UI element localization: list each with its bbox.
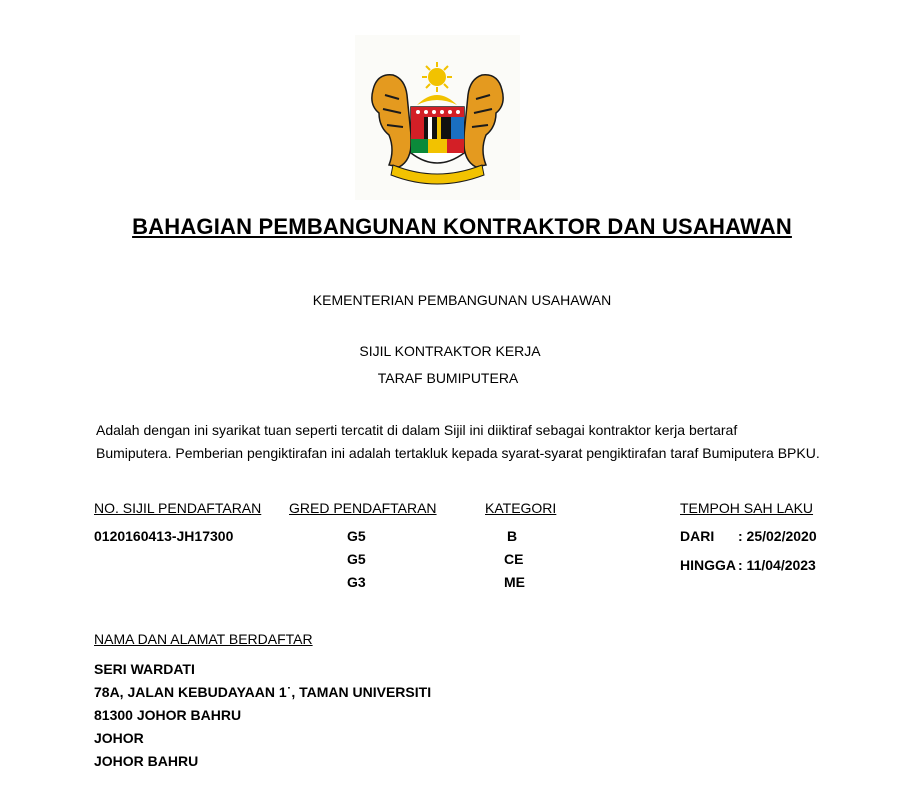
certificate-type: SIJIL KONTRAKTOR KERJA xyxy=(359,343,541,359)
grade-3: G3 xyxy=(347,574,366,590)
address-line: 81300 JOHOR BAHRU xyxy=(94,707,242,723)
recognition-paragraph xyxy=(96,419,896,465)
address-line: JOHOR xyxy=(94,730,144,746)
category-1: B xyxy=(507,528,518,544)
valid-from-label: DARI xyxy=(680,528,715,544)
grade-1: G5 xyxy=(347,528,366,544)
address-line: JOHOR BAHRU xyxy=(94,753,199,769)
valid-from-date: : 25/02/2020 xyxy=(738,528,817,544)
paragraph-line: Bumiputera. Pemberian pengiktirafan ini adalah tertakluk kepada syarat-syarat pengiktirafan taraf Bumiputera BPKU. xyxy=(96,445,820,461)
page-title: BAHAGIAN PEMBANGUNAN KONTRAKTOR DAN USAHAWAN xyxy=(132,214,792,239)
category-2: CE xyxy=(504,551,524,567)
ministry-name: KEMENTERIAN PEMBANGUNAN USAHAWAN xyxy=(312,292,612,308)
paragraph-line: Adalah dengan ini syarikat tuan seperti tercatit di dalam Sijil ini diiktiraf sebagai kontraktor kerja bertaraf xyxy=(96,422,738,438)
address-label: NAMA DAN ALAMAT BERDAFTAR xyxy=(94,631,313,647)
header-category: KATEGORI xyxy=(485,500,557,516)
coat-of-arms-icon xyxy=(355,35,520,200)
header-cert-no: NO. SIJIL PENDAFTARAN xyxy=(94,500,262,516)
certificate-status: TARAF BUMIPUTERA xyxy=(377,370,519,386)
valid-until-date: : 11/04/2023 xyxy=(738,557,816,573)
address-line: 78A, JALAN KEBUDAYAAN 1˙, TAMAN UNIVERSITI xyxy=(94,684,432,700)
header-grade: GRED PENDAFTARAN xyxy=(289,500,437,516)
company-name: SERI WARDATI xyxy=(94,661,195,677)
valid-until-label: HINGGA xyxy=(680,557,736,573)
category-3: ME xyxy=(504,574,525,590)
header-validity: TEMPOH SAH LAKU xyxy=(680,500,814,516)
grade-2: G5 xyxy=(347,551,366,567)
cert-number: 0120160413-JH17300 xyxy=(94,528,234,544)
